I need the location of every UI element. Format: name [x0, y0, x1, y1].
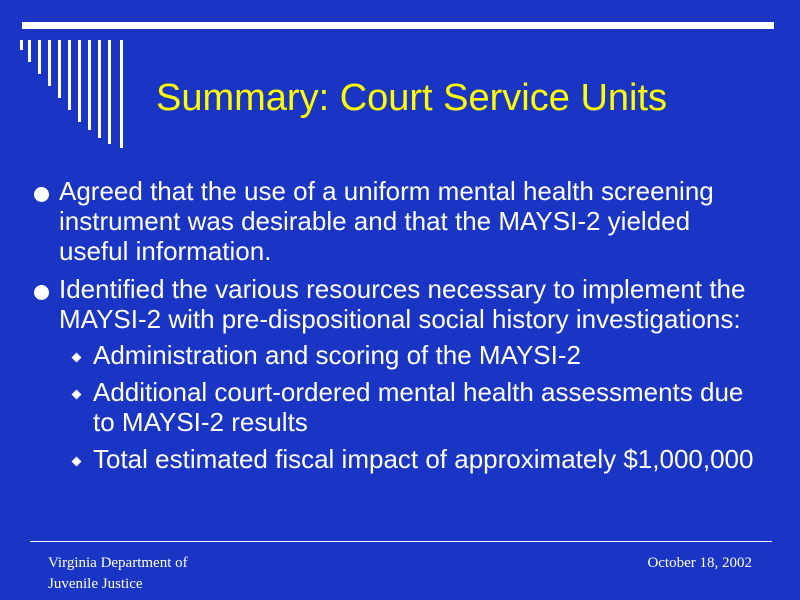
- footer-organization: [48, 553, 348, 595]
- stripe: [28, 40, 31, 62]
- diamond-bullet-icon: [72, 390, 82, 400]
- bullet-item: [32, 274, 762, 334]
- footer-organization-line2: Juvenile Justice: [48, 576, 143, 592]
- sub-bullet-text: Additional court-ordered mental health assessments due to MAYSI-2 results: [93, 377, 744, 437]
- top-rule: [22, 22, 774, 29]
- stripe: [108, 40, 111, 144]
- footer-divider: [30, 541, 772, 542]
- bullet-text: Agreed that the use of a uniform mental health screening instrument was desirable and that the MAYSI-2 yielded useful information.: [59, 176, 714, 266]
- stripe: [20, 40, 23, 50]
- stripe: [78, 40, 81, 122]
- diamond-bullet-icon: [72, 353, 82, 363]
- footer-organization-line1: Virginia Department of: [48, 555, 188, 571]
- stripe: [38, 40, 41, 74]
- stripe: [58, 40, 61, 98]
- diamond-bullet-icon: [72, 457, 82, 467]
- slide-title: Summary: Court Service Units: [156, 77, 668, 119]
- sub-bullet-text: Administration and scoring of the MAYSI-2: [93, 340, 581, 370]
- circle-bullet-icon: [34, 187, 49, 202]
- bullet-text: Identified the various resources necessary to implement the MAYSI-2 with pre-dispositional social history investigations:: [59, 274, 746, 334]
- sub-bullet-item: [66, 340, 762, 370]
- sub-bullet-item: [66, 444, 762, 474]
- stripe: [88, 40, 91, 130]
- sub-bullet-item: [66, 377, 762, 437]
- sub-bullet-text: Total estimated fiscal impact of approximately $1,000,000: [93, 444, 754, 474]
- bullet-item: [32, 176, 762, 266]
- slide-content: [32, 176, 762, 481]
- stripe: [120, 40, 123, 148]
- decorative-stripes: [20, 40, 140, 148]
- circle-bullet-icon: [34, 285, 49, 300]
- stripe: [98, 40, 101, 138]
- footer-date: October 18, 2002: [647, 555, 752, 571]
- stripe: [48, 40, 51, 86]
- stripe: [68, 40, 71, 110]
